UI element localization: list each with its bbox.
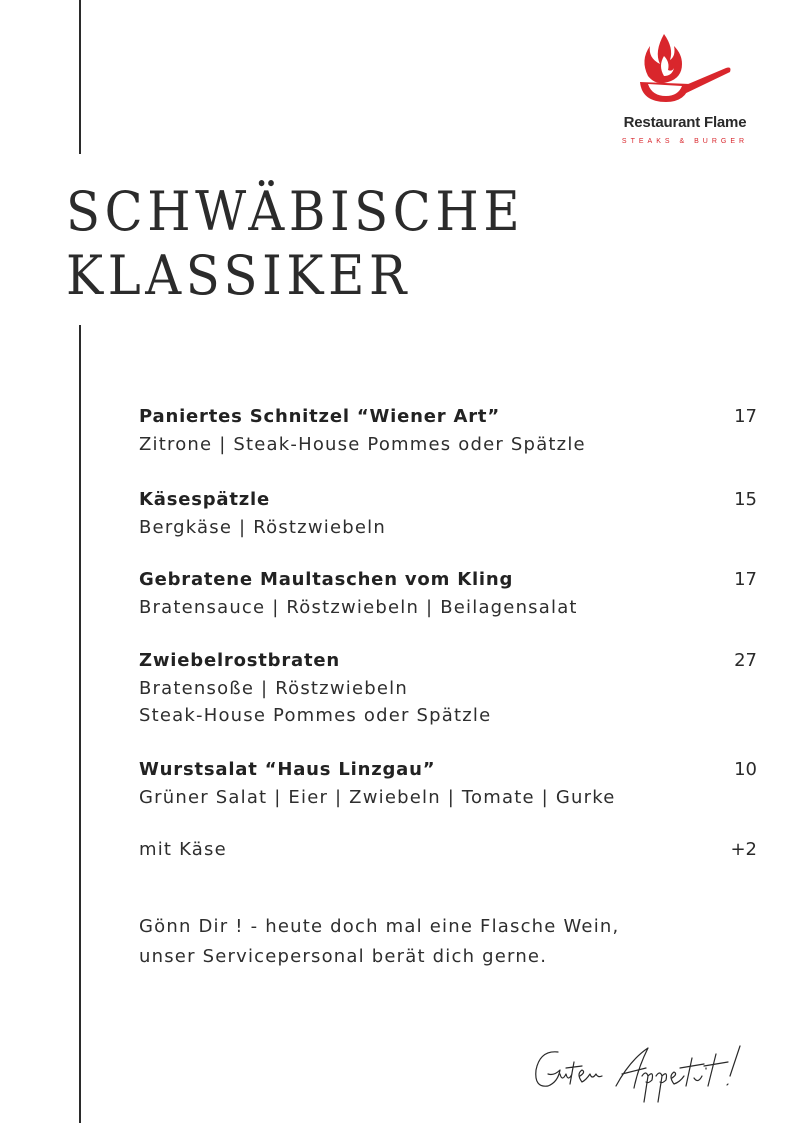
wine-note-line-2: unser Servicepersonal berät dich gerne. bbox=[139, 946, 548, 967]
menu-item bbox=[139, 647, 759, 729]
item-name: Gebratene Maultaschen vom Kling bbox=[139, 569, 514, 590]
item-price: 10 bbox=[734, 759, 757, 780]
item-name: Paniertes Schnitzel “Wiener Art” bbox=[139, 406, 500, 427]
item-name: Wurstsalat “Haus Linzgau” bbox=[139, 759, 436, 780]
menu-item bbox=[139, 566, 759, 621]
item-description: Bratensauce | Röstzwiebeln | Beilagensalat bbox=[139, 597, 578, 618]
extra-price: +2 bbox=[730, 839, 757, 860]
restaurant-logo bbox=[600, 30, 770, 150]
menu-item bbox=[139, 403, 759, 458]
item-description: Bergkäse | Röstzwiebeln bbox=[139, 517, 386, 538]
item-price: 27 bbox=[734, 650, 757, 671]
wine-note-line-1: Gönn Dir ! - heute doch mal eine Flasche Wein, bbox=[139, 916, 620, 937]
menu-extra bbox=[139, 836, 759, 863]
menu-item bbox=[139, 486, 759, 541]
item-description: Bratensoße | Röstzwiebeln bbox=[139, 678, 408, 699]
extra-label: mit Käse bbox=[139, 839, 227, 860]
item-price: 15 bbox=[734, 489, 757, 510]
decorative-vertical-line-top bbox=[79, 0, 81, 154]
signature-guten-appetit bbox=[530, 1040, 770, 1114]
page-title bbox=[66, 180, 524, 308]
item-description: Steak-House Pommes oder Spätzle bbox=[139, 705, 492, 726]
restaurant-tagline: STEAKS & BURGER bbox=[621, 138, 749, 145]
flame-pan-icon bbox=[634, 30, 734, 108]
menu-item bbox=[139, 756, 759, 811]
item-description: Zitrone | Steak-House Pommes oder Spätzle bbox=[139, 434, 586, 455]
item-description: Grüner Salat | Eier | Zwiebeln | Tomate | Gurke bbox=[139, 787, 616, 808]
restaurant-name: Restaurant Flame bbox=[623, 114, 747, 131]
item-price: 17 bbox=[734, 406, 757, 427]
page-title-line-2: KLASSIKER bbox=[66, 244, 411, 307]
wine-note bbox=[139, 912, 759, 972]
item-name: Käsespätzle bbox=[139, 489, 271, 510]
item-name: Zwiebelrostbraten bbox=[139, 650, 341, 671]
page-title-line-1: SCHWÄBISCHE bbox=[66, 180, 525, 243]
item-price: 17 bbox=[734, 569, 757, 590]
decorative-vertical-line-bottom bbox=[79, 325, 81, 1123]
